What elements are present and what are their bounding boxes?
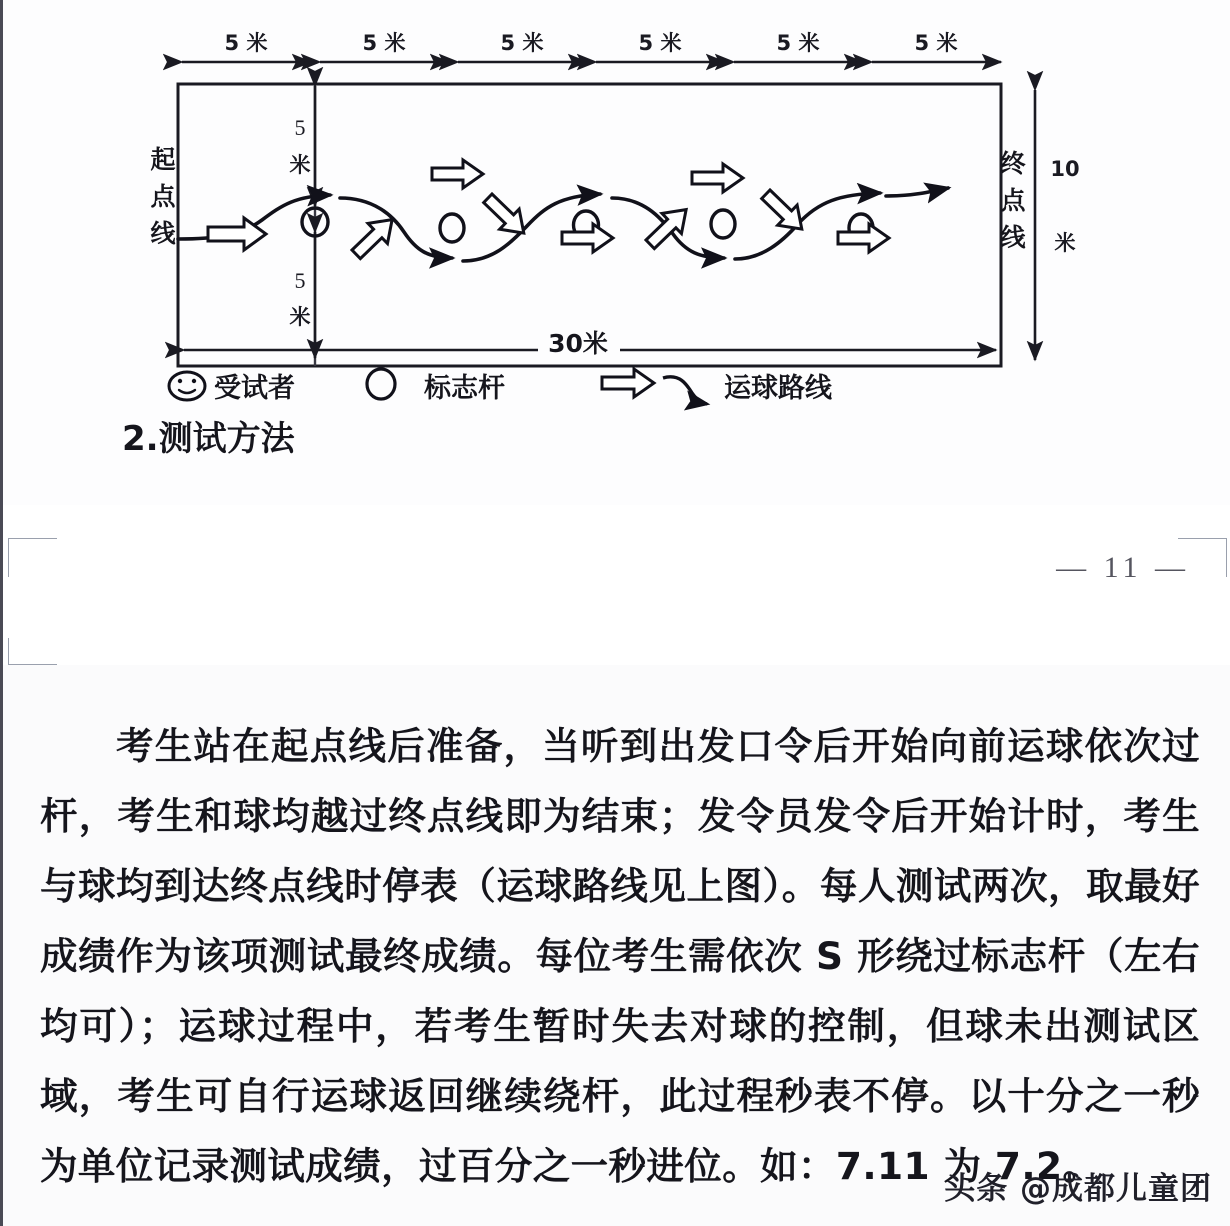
top-seg-label-5: 5 米 <box>776 31 820 55</box>
crop-mark-bottom-left <box>8 638 57 665</box>
marker-pole-4 <box>711 210 735 238</box>
inner-top-value: 5 <box>294 115 306 140</box>
inner-top-unit: 米 <box>289 153 311 177</box>
scan-edge-mark-bottom <box>0 665 3 1226</box>
block-arrow-downright-2 <box>756 184 811 239</box>
top-dimension-chain <box>182 31 1001 62</box>
marker-pole-2 <box>440 214 464 242</box>
page-number: — 11 — <box>1056 551 1190 584</box>
svg-text:起: 起 <box>150 145 176 174</box>
figure-block <box>0 0 1230 505</box>
block-arrow-right-3 <box>562 224 613 252</box>
court-height-unit: 米 <box>1054 231 1076 255</box>
finish-line-label <box>1000 149 1026 252</box>
court-height-value: 10 <box>1050 157 1080 181</box>
block-arrow-right-2 <box>432 160 483 188</box>
svg-text:线: 线 <box>150 219 176 248</box>
crop-mark-top-left <box>8 538 57 577</box>
top-seg-label-1: 5 米 <box>224 31 268 55</box>
dribble-route-path <box>178 188 948 261</box>
court-height-dimension <box>1035 90 1080 360</box>
body-text-block <box>0 665 1230 1226</box>
block-arrow-right-5 <box>838 224 889 252</box>
inner-bottom-unit: 米 <box>289 305 311 329</box>
top-seg-label-4: 5 米 <box>638 31 682 55</box>
circle-icon <box>367 369 395 399</box>
legend-label-subject: 受试者 <box>214 373 295 404</box>
svg-text:点: 点 <box>1000 186 1026 215</box>
block-arrow-right-4 <box>692 164 743 192</box>
top-seg-label-3: 5 米 <box>500 31 544 55</box>
legend-label-pole: 标志杆 <box>424 373 505 404</box>
dribble-route-icon <box>602 369 707 404</box>
start-line-label <box>150 145 176 248</box>
court-width-dimension <box>184 329 996 358</box>
svg-text:点: 点 <box>150 182 176 211</box>
dribble-course-diagram <box>0 0 1230 505</box>
smiley-face-icon <box>169 372 205 400</box>
top-seg-label-6: 5 米 <box>914 31 958 55</box>
court-width-label: 30米 <box>548 329 608 358</box>
diagram-legend <box>169 369 833 404</box>
svg-text:线: 线 <box>1000 223 1026 252</box>
page-footer-band <box>0 505 1230 665</box>
scan-edge-mark-middle <box>0 505 3 665</box>
block-arrow-downright-1 <box>478 188 533 243</box>
inner-bottom-value: 5 <box>294 268 306 293</box>
watermark: 头条 @成都儿童团 <box>944 1171 1212 1207</box>
section-title: 2.测试方法 <box>122 419 295 459</box>
legend-label-route: 运球路线 <box>724 373 832 404</box>
body-paragraph: 考生站在起点线后准备，当听到出发口令后开始向前运球依次过杆，考生和球均越过终点线即为结束；发令员发令后开始计时，考生与球均到达终点线时停表（运球路线见上图）。每人测试两次，取最好成绩作为该项测试最终成绩。每位考生需依次 S 形绕过标志杆（左右均可）；运球过程中，若考生暂时失去对球的控制，但球未出测试区域，考生可自行运球返回继续绕杆，此过程秒表不停。以十分之一秒为单位记录测试成绩，过百分之一秒进位。如：7.11 为 7.2。 <box>40 723 1200 1188</box>
top-seg-label-2: 5 米 <box>362 31 406 55</box>
svg-text:终: 终 <box>1000 149 1026 178</box>
